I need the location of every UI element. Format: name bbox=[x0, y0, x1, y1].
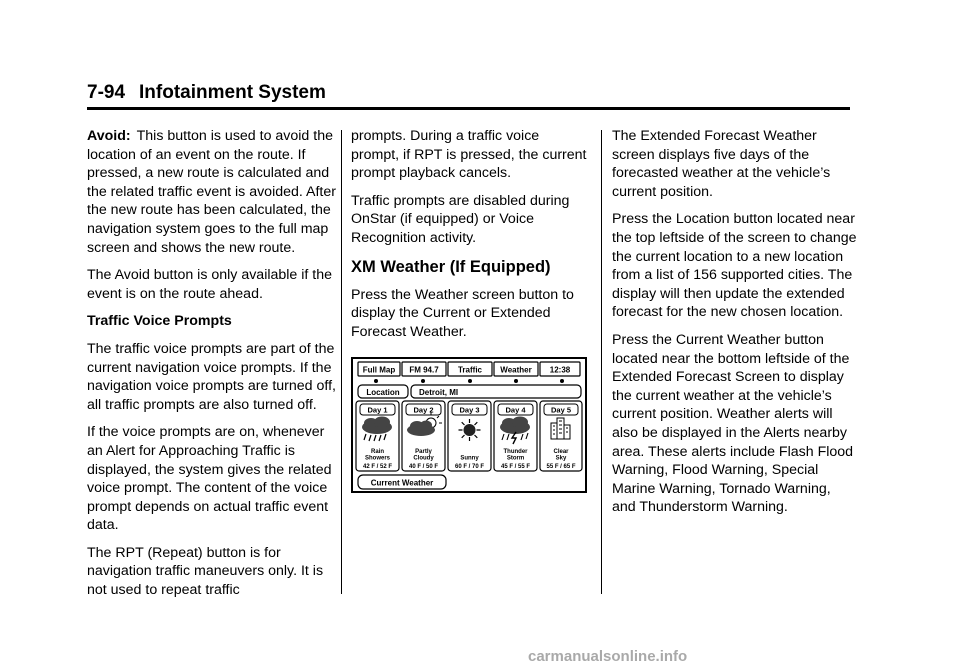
location-button-label: Location bbox=[366, 388, 400, 397]
column-1 bbox=[87, 127, 337, 609]
location-display bbox=[411, 385, 581, 398]
tab-traffic[interactable] bbox=[448, 362, 492, 376]
condition-line-1: Clear bbox=[553, 449, 569, 455]
day-label: Day 3 bbox=[459, 405, 480, 415]
clock bbox=[540, 362, 580, 376]
day-card-3 bbox=[448, 401, 491, 471]
tab-fm-radio-label: FM 94.7 bbox=[409, 365, 439, 375]
page-number: 7-94 bbox=[87, 82, 126, 103]
tab-indicator-dot bbox=[560, 379, 564, 383]
tab-indicator-dot bbox=[374, 379, 378, 383]
tab-indicator-dot bbox=[421, 379, 425, 383]
day-card-1 bbox=[356, 401, 399, 471]
condition-line-2: Sky bbox=[555, 455, 567, 462]
column-3 bbox=[612, 127, 857, 526]
tab-traffic-label: Traffic bbox=[457, 365, 483, 375]
weather-paragraph: Press the Weather screen button to display the Current or Extended Forecast Weather. bbox=[351, 286, 574, 340]
continued-paragraph: prompts. During a traffic voice prompt, if RPT is pressed, the current prompt playback cancels. bbox=[351, 128, 587, 182]
condition-line-2: Storm bbox=[506, 455, 525, 462]
tab-indicator-dot bbox=[468, 379, 472, 383]
heading-xm-weather: XM Weather (If Equipped) bbox=[351, 257, 551, 276]
clock-label: 12:38 bbox=[549, 365, 571, 375]
condition-line-1: Thunder bbox=[503, 449, 528, 455]
condition-line-2: Showers bbox=[364, 455, 391, 462]
prompts-paragraph-1: The traffic voice prompts are part of the current navigation voice prompts. If the navigation voice prompts are turned off, all traffic prompts are also turned off. bbox=[87, 340, 336, 413]
column-divider-2 bbox=[601, 130, 602, 594]
current-weather-label: Current Weather bbox=[370, 478, 434, 488]
header-rule bbox=[87, 107, 850, 110]
weather-screen-illustration bbox=[351, 357, 587, 493]
current-weather-button[interactable] bbox=[358, 475, 446, 489]
day-label: Day 1 bbox=[367, 405, 388, 415]
day-label: Day 4 bbox=[505, 405, 526, 415]
avoid-paragraph bbox=[87, 127, 337, 257]
rpt-paragraph: The RPT (Repeat) button is for navigation traffic maneuvers only. It is not used to repeat traffic bbox=[87, 544, 324, 599]
watermark: carmanualsonline.info bbox=[528, 648, 688, 665]
header-text bbox=[87, 80, 850, 106]
condition-line-1: Sunny bbox=[460, 455, 479, 462]
location-button-paragraph: Press the Location button located near the top leftside of the screen to change the current location to a new location from a list of 156 supported cities. The display will then update the extended forecast for the new chosen location. bbox=[612, 211, 857, 321]
column-2 bbox=[351, 127, 591, 350]
condition-line-2: Cloudy bbox=[413, 455, 434, 462]
weather-screen-figure bbox=[351, 357, 587, 493]
tab-weather-label: Weather bbox=[500, 365, 532, 375]
condition-line-1: Partly bbox=[415, 449, 432, 455]
avoid-text: This button is used to avoid the location of an event on the route. If pressed, a new route is calculated and the related traffic event is avoided. After the new route has been calculated, the navigation system goes to the full map screen and shows the new route. bbox=[87, 128, 336, 256]
temperature-range: 55 F / 65 F bbox=[546, 464, 576, 470]
day-label: Day 2 bbox=[413, 405, 434, 415]
tab-weather[interactable] bbox=[494, 362, 538, 376]
sun-icon bbox=[459, 419, 481, 441]
tab-indicator-dot bbox=[514, 379, 518, 383]
column-divider-1 bbox=[341, 130, 342, 594]
day-card-4 bbox=[494, 401, 537, 471]
location-button[interactable] bbox=[358, 385, 408, 398]
day-label: Day 5 bbox=[550, 405, 572, 415]
temperature-range: 60 F / 70 F bbox=[454, 464, 485, 470]
condition-line-1: Rain bbox=[370, 449, 385, 455]
day-card-2 bbox=[402, 401, 445, 471]
temperature-range: 45 F / 55 F bbox=[500, 464, 531, 470]
avoid-term: Avoid: bbox=[87, 128, 131, 144]
tab-full-map-label: Full Map bbox=[362, 365, 396, 375]
tab-full-map[interactable] bbox=[358, 362, 400, 376]
day-card-5 bbox=[540, 401, 582, 471]
temperature-range: 42 F / 52 F bbox=[362, 464, 393, 470]
temperature-range: 40 F / 50 F bbox=[408, 464, 439, 470]
avoid-note: The Avoid button is only available if the event is on the route ahead. bbox=[87, 267, 333, 302]
section-title: Infotainment System bbox=[139, 82, 326, 103]
disabled-paragraph: Traffic prompts are disabled during OnStar (if equipped) or Voice Recognition activity. bbox=[351, 192, 570, 246]
prompts-paragraph-2: If the voice prompts are on, whenever an Alert for Approaching Traffic is displayed, the system gives the related voice prompt. The content of the voice prompt depends on actual traffic event data. bbox=[87, 424, 332, 534]
location-value: Detroit, MI bbox=[419, 388, 459, 397]
subheading-traffic-voice-prompts: Traffic Voice Prompts bbox=[87, 313, 232, 330]
extended-forecast-paragraph: The Extended Forecast Weather screen displays five days of the forecasted weather at the vehicle’s current position. bbox=[612, 128, 831, 200]
page-header bbox=[87, 80, 850, 110]
current-weather-paragraph: Press the Current Weather button located near the bottom leftside of the Extended Forecast Screen to display the current weather at the vehicle’s current position. Weather alerts will also be displayed in the Alerts nearby area. These alerts include Flash Flood Warning, Flood Warning, Special Marine Warning, Tornado Warning, and Thunderstorm Warning. bbox=[612, 331, 854, 516]
tab-fm-radio[interactable] bbox=[402, 362, 446, 376]
